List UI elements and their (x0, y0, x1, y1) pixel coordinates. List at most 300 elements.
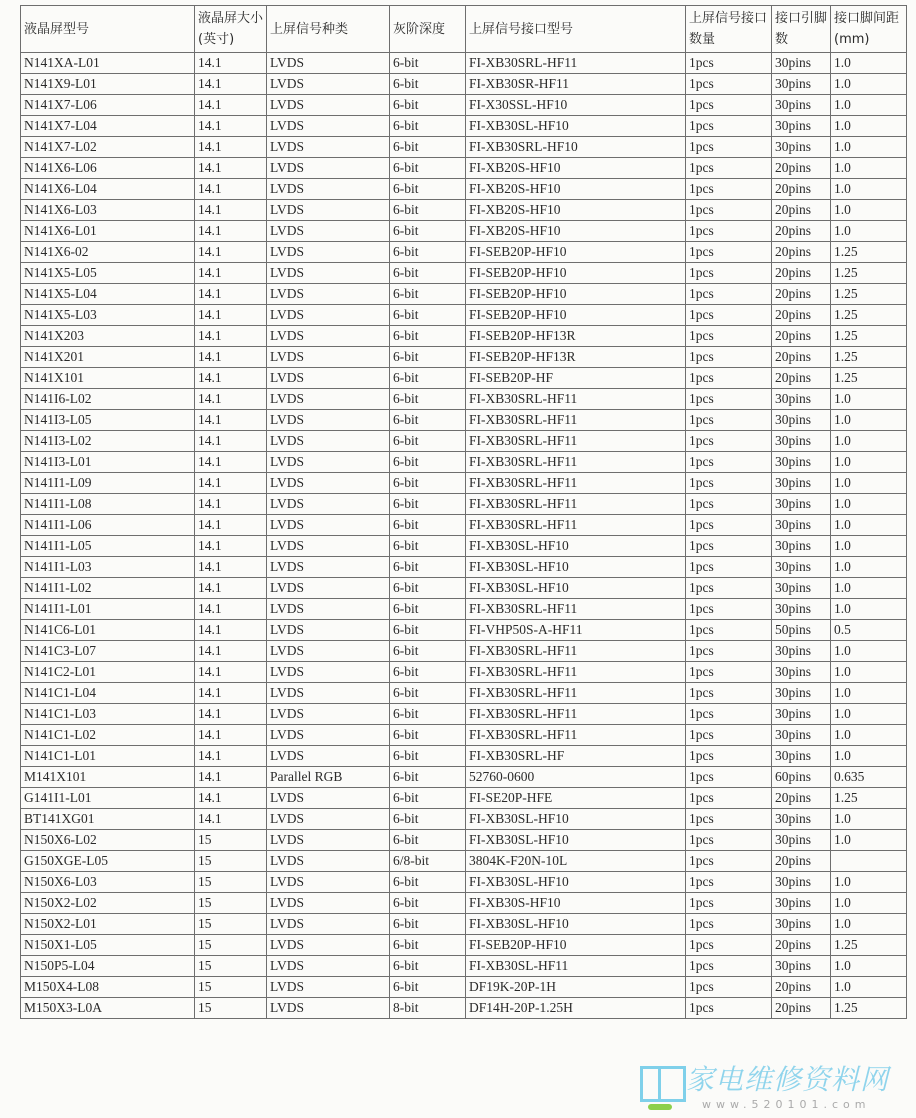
cell-connector-count: 1pcs (686, 536, 772, 557)
cell-pin-count: 20pins (772, 305, 831, 326)
cell-connector-count: 1pcs (686, 683, 772, 704)
cell-pin-count: 20pins (772, 851, 831, 872)
cell-connector-count: 1pcs (686, 998, 772, 1019)
cell-gray-depth: 6-bit (390, 137, 466, 158)
cell-size: 14.1 (195, 284, 267, 305)
cell-pin-pitch: 1.25 (831, 347, 907, 368)
cell-pin-pitch: 1.25 (831, 788, 907, 809)
cell-signal-type: LVDS (267, 725, 390, 746)
cell-connector-count: 1pcs (686, 872, 772, 893)
cell-connector-count: 1pcs (686, 704, 772, 725)
cell-model: N141C1-L03 (21, 704, 195, 725)
cell-signal-type: LVDS (267, 368, 390, 389)
cell-model: N141X5-L05 (21, 263, 195, 284)
cell-pin-pitch: 1.0 (831, 116, 907, 137)
cell-pin-pitch: 1.0 (831, 641, 907, 662)
cell-pin-count: 30pins (772, 599, 831, 620)
cell-pin-pitch: 1.0 (831, 830, 907, 851)
header-signal-type: 上屏信号种类 (267, 6, 390, 53)
cell-connector-count: 1pcs (686, 620, 772, 641)
cell-model: N141I1-L02 (21, 578, 195, 599)
cell-size: 14.1 (195, 263, 267, 284)
cell-size: 14.1 (195, 725, 267, 746)
cell-model: N141I1-L06 (21, 515, 195, 536)
cell-pin-pitch: 1.0 (831, 137, 907, 158)
table-row (21, 872, 907, 893)
cell-size: 14.1 (195, 74, 267, 95)
cell-signal-type: LVDS (267, 998, 390, 1019)
cell-connector-count: 1pcs (686, 809, 772, 830)
cell-pin-pitch: 1.0 (831, 725, 907, 746)
cell-connector-model: FI-XB30SRL-HF11 (466, 704, 686, 725)
table-row (21, 641, 907, 662)
cell-connector-model: 52760-0600 (466, 767, 686, 788)
cell-signal-type: LVDS (267, 809, 390, 830)
cell-gray-depth: 6-bit (390, 431, 466, 452)
cell-connector-count: 1pcs (686, 116, 772, 137)
cell-size: 14.1 (195, 242, 267, 263)
cell-connector-count: 1pcs (686, 158, 772, 179)
cell-pin-count: 20pins (772, 347, 831, 368)
cell-gray-depth: 6-bit (390, 389, 466, 410)
logo-url: www.520101.com (702, 1098, 871, 1111)
cell-pin-pitch: 1.0 (831, 431, 907, 452)
table-row (21, 158, 907, 179)
cell-connector-count: 1pcs (686, 914, 772, 935)
cell-pin-pitch: 1.0 (831, 179, 907, 200)
cell-pin-pitch: 1.0 (831, 494, 907, 515)
cell-signal-type: LVDS (267, 977, 390, 998)
cell-size: 15 (195, 956, 267, 977)
table-row (21, 830, 907, 851)
cell-signal-type: LVDS (267, 263, 390, 284)
header-connector-count: 上屏信号接口数量 (686, 6, 772, 53)
cell-connector-count: 1pcs (686, 410, 772, 431)
table-row (21, 389, 907, 410)
cell-model: N150X2-L01 (21, 914, 195, 935)
cell-connector-model: FI-XB30SRL-HF (466, 746, 686, 767)
cell-pin-count: 30pins (772, 809, 831, 830)
cell-signal-type: LVDS (267, 935, 390, 956)
cell-size: 14.1 (195, 158, 267, 179)
cell-model: N150X1-L05 (21, 935, 195, 956)
cell-gray-depth: 6-bit (390, 683, 466, 704)
cell-connector-model: FI-XB30SL-HF10 (466, 914, 686, 935)
cell-signal-type: LVDS (267, 956, 390, 977)
cell-connector-count: 1pcs (686, 935, 772, 956)
cell-connector-model: FI-XB30SRL-HF11 (466, 473, 686, 494)
cell-connector-model: FI-XB30SL-HF10 (466, 809, 686, 830)
cell-connector-model: FI-XB30SL-HF10 (466, 578, 686, 599)
cell-gray-depth: 6-bit (390, 53, 466, 74)
cell-model: N150X6-L02 (21, 830, 195, 851)
cell-connector-count: 1pcs (686, 200, 772, 221)
header-size: 液晶屏大小(英寸) (195, 6, 267, 53)
cell-signal-type: LVDS (267, 410, 390, 431)
cell-gray-depth: 6-bit (390, 830, 466, 851)
table-row (21, 368, 907, 389)
cell-connector-count: 1pcs (686, 53, 772, 74)
cell-connector-count: 1pcs (686, 599, 772, 620)
cell-model: M141X101 (21, 767, 195, 788)
cell-signal-type: LVDS (267, 137, 390, 158)
table-row (21, 326, 907, 347)
cell-pin-count: 30pins (772, 662, 831, 683)
cell-signal-type: LVDS (267, 788, 390, 809)
cell-pin-pitch: 1.0 (831, 704, 907, 725)
cell-connector-model: DF14H-20P-1.25H (466, 998, 686, 1019)
cell-model: N141C2-L01 (21, 662, 195, 683)
cell-model: N141I1-L08 (21, 494, 195, 515)
header-connector-model: 上屏信号接口型号 (466, 6, 686, 53)
cell-signal-type: LVDS (267, 914, 390, 935)
cell-gray-depth: 6-bit (390, 242, 466, 263)
cell-pin-pitch: 1.0 (831, 53, 907, 74)
cell-model: N141X6-L04 (21, 179, 195, 200)
cell-signal-type: LVDS (267, 683, 390, 704)
cell-size: 14.1 (195, 53, 267, 74)
cell-pin-count: 20pins (772, 284, 831, 305)
cell-pin-pitch: 1.0 (831, 452, 907, 473)
cell-connector-model: FI-XB30SRL-HF11 (466, 515, 686, 536)
cell-pin-count: 30pins (772, 137, 831, 158)
cell-connector-count: 1pcs (686, 221, 772, 242)
cell-pin-pitch: 1.25 (831, 326, 907, 347)
cell-pin-count: 30pins (772, 95, 831, 116)
cell-gray-depth: 6-bit (390, 599, 466, 620)
cell-signal-type: LVDS (267, 452, 390, 473)
cell-signal-type: LVDS (267, 431, 390, 452)
book-page-icon (658, 1066, 686, 1102)
cell-connector-model: FI-XB30SL-HF10 (466, 830, 686, 851)
cell-pin-count: 30pins (772, 641, 831, 662)
cell-signal-type: LVDS (267, 74, 390, 95)
cell-gray-depth: 6-bit (390, 221, 466, 242)
cell-gray-depth: 6-bit (390, 809, 466, 830)
cell-model: N141X201 (21, 347, 195, 368)
cell-pin-count: 30pins (772, 431, 831, 452)
cell-connector-model: FI-XB30SRL-HF10 (466, 137, 686, 158)
cell-gray-depth: 6-bit (390, 557, 466, 578)
cell-model: N141C1-L02 (21, 725, 195, 746)
cell-model: N150X6-L03 (21, 872, 195, 893)
table-row (21, 599, 907, 620)
cell-size: 15 (195, 893, 267, 914)
table-row (21, 53, 907, 74)
cell-connector-model: FI-XB20S-HF10 (466, 158, 686, 179)
cell-size: 14.1 (195, 305, 267, 326)
cell-pin-count: 30pins (772, 830, 831, 851)
cell-signal-type: LVDS (267, 221, 390, 242)
cell-pin-pitch: 1.25 (831, 305, 907, 326)
cell-connector-count: 1pcs (686, 641, 772, 662)
cell-signal-type: LVDS (267, 326, 390, 347)
cell-signal-type: LVDS (267, 662, 390, 683)
cell-gray-depth: 6-bit (390, 95, 466, 116)
cell-pin-count: 30pins (772, 914, 831, 935)
table-row (21, 305, 907, 326)
cell-size: 14.1 (195, 452, 267, 473)
cell-pin-count: 50pins (772, 620, 831, 641)
cell-connector-model: FI-XB30SL-HF11 (466, 956, 686, 977)
cell-pin-count: 30pins (772, 536, 831, 557)
cell-pin-count: 20pins (772, 263, 831, 284)
cell-pin-count: 30pins (772, 578, 831, 599)
cell-model: N141X7-L04 (21, 116, 195, 137)
cell-pin-pitch: 1.0 (831, 977, 907, 998)
cell-connector-count: 1pcs (686, 662, 772, 683)
cell-signal-type: LVDS (267, 641, 390, 662)
cell-size: 14.1 (195, 494, 267, 515)
cell-size: 14.1 (195, 473, 267, 494)
cell-pin-pitch: 1.0 (831, 473, 907, 494)
cell-model: N141X5-L04 (21, 284, 195, 305)
cell-signal-type: LVDS (267, 284, 390, 305)
cell-model: N141X6-L06 (21, 158, 195, 179)
cell-size: 14.1 (195, 641, 267, 662)
cell-connector-count: 1pcs (686, 326, 772, 347)
cell-gray-depth: 6-bit (390, 158, 466, 179)
cell-connector-model: FI-XB30SRL-HF11 (466, 410, 686, 431)
cell-connector-model: FI-XB20S-HF10 (466, 221, 686, 242)
cell-connector-count: 1pcs (686, 956, 772, 977)
logo-name: 家电维修资料网 (686, 1063, 890, 1096)
cell-gray-depth: 6-bit (390, 494, 466, 515)
cell-signal-type: LVDS (267, 200, 390, 221)
cell-gray-depth: 6-bit (390, 893, 466, 914)
cell-signal-type: LVDS (267, 179, 390, 200)
cell-connector-count: 1pcs (686, 473, 772, 494)
cell-pin-pitch: 1.0 (831, 599, 907, 620)
cell-signal-type: LVDS (267, 746, 390, 767)
cell-pin-pitch: 1.0 (831, 893, 907, 914)
cell-pin-count: 30pins (772, 116, 831, 137)
cell-gray-depth: 6-bit (390, 74, 466, 95)
cell-pin-count: 20pins (772, 158, 831, 179)
cell-connector-count: 1pcs (686, 578, 772, 599)
cell-model: G141I1-L01 (21, 788, 195, 809)
cell-model: N141C6-L01 (21, 620, 195, 641)
cell-size: 15 (195, 872, 267, 893)
cell-connector-model: FI-XB20S-HF10 (466, 179, 686, 200)
cell-size: 14.1 (195, 767, 267, 788)
cell-connector-model: FI-SE20P-HFE (466, 788, 686, 809)
cell-gray-depth: 6-bit (390, 641, 466, 662)
cell-pin-count: 20pins (772, 998, 831, 1019)
cell-pin-pitch: 1.0 (831, 410, 907, 431)
cell-connector-count: 1pcs (686, 452, 772, 473)
leaf-icon (648, 1104, 672, 1110)
cell-size: 14.1 (195, 431, 267, 452)
cell-gray-depth: 6-bit (390, 305, 466, 326)
cell-connector-model: FI-XB30SRL-HF11 (466, 494, 686, 515)
cell-pin-pitch: 1.25 (831, 998, 907, 1019)
cell-connector-model: FI-XB30SL-HF10 (466, 536, 686, 557)
cell-connector-count: 1pcs (686, 515, 772, 536)
cell-size: 15 (195, 914, 267, 935)
cell-pin-count: 60pins (772, 767, 831, 788)
table-row (21, 410, 907, 431)
table-row (21, 431, 907, 452)
cell-signal-type: LVDS (267, 851, 390, 872)
cell-size: 14.1 (195, 179, 267, 200)
table-row (21, 893, 907, 914)
cell-connector-count: 1pcs (686, 788, 772, 809)
cell-model: N141I3-L05 (21, 410, 195, 431)
cell-pin-pitch: 1.0 (831, 515, 907, 536)
cell-gray-depth: 6-bit (390, 200, 466, 221)
cell-size: 14.1 (195, 683, 267, 704)
cell-pin-count: 30pins (772, 725, 831, 746)
cell-model: N141X5-L03 (21, 305, 195, 326)
cell-gray-depth: 6-bit (390, 977, 466, 998)
header-pin-count: 接口引脚数 (772, 6, 831, 53)
table-row (21, 935, 907, 956)
cell-model: N141C1-L04 (21, 683, 195, 704)
cell-pin-pitch: 1.0 (831, 662, 907, 683)
cell-size: 14.1 (195, 557, 267, 578)
cell-connector-model: FI-XB20S-HF10 (466, 200, 686, 221)
cell-connector-model: FI-SEB20P-HF10 (466, 263, 686, 284)
cell-model: BT141XG01 (21, 809, 195, 830)
cell-gray-depth: 6-bit (390, 536, 466, 557)
cell-connector-model: FI-VHP50S-A-HF11 (466, 620, 686, 641)
cell-connector-model: FI-SEB20P-HF10 (466, 935, 686, 956)
cell-connector-count: 1pcs (686, 305, 772, 326)
cell-connector-model: FI-XB30SRL-HF11 (466, 389, 686, 410)
cell-pin-count: 30pins (772, 872, 831, 893)
cell-connector-count: 1pcs (686, 557, 772, 578)
cell-size: 14.1 (195, 536, 267, 557)
cell-pin-pitch: 1.25 (831, 242, 907, 263)
watermark-logo (640, 1064, 910, 1114)
cell-model: N141I1-L05 (21, 536, 195, 557)
header-model: 液晶屏型号 (21, 6, 195, 53)
cell-model: N141XA-L01 (21, 53, 195, 74)
cell-connector-model: FI-SEB20P-HF10 (466, 305, 686, 326)
cell-pin-pitch: 1.0 (831, 872, 907, 893)
cell-pin-pitch: 1.0 (831, 809, 907, 830)
cell-model: M150X4-L08 (21, 977, 195, 998)
cell-size: 14.1 (195, 410, 267, 431)
cell-gray-depth: 6-bit (390, 452, 466, 473)
table-row (21, 221, 907, 242)
cell-pin-count: 20pins (772, 179, 831, 200)
cell-pin-pitch: 0.5 (831, 620, 907, 641)
cell-connector-count: 1pcs (686, 431, 772, 452)
cell-pin-pitch: 1.0 (831, 158, 907, 179)
cell-signal-type: LVDS (267, 473, 390, 494)
cell-pin-count: 20pins (772, 788, 831, 809)
cell-size: 14.1 (195, 599, 267, 620)
cell-pin-pitch: 1.0 (831, 221, 907, 242)
cell-pin-pitch: 1.0 (831, 914, 907, 935)
table-row (21, 515, 907, 536)
cell-size: 14.1 (195, 389, 267, 410)
table-row (21, 452, 907, 473)
cell-pin-pitch (831, 851, 907, 872)
cell-pin-count: 20pins (772, 326, 831, 347)
cell-pin-pitch: 1.25 (831, 935, 907, 956)
cell-gray-depth: 6-bit (390, 347, 466, 368)
cell-connector-model: 3804K-F20N-10L (466, 851, 686, 872)
cell-model: M150X3-L0A (21, 998, 195, 1019)
cell-gray-depth: 6-bit (390, 179, 466, 200)
cell-pin-count: 30pins (772, 956, 831, 977)
cell-connector-count: 1pcs (686, 767, 772, 788)
cell-pin-pitch: 1.0 (831, 200, 907, 221)
cell-connector-model: FI-XB30SL-HF10 (466, 557, 686, 578)
cell-signal-type: LVDS (267, 557, 390, 578)
cell-connector-model: FI-XB30SR-HF11 (466, 74, 686, 95)
cell-signal-type: LVDS (267, 704, 390, 725)
cell-pin-pitch: 0.635 (831, 767, 907, 788)
cell-model: N141X203 (21, 326, 195, 347)
cell-pin-count: 30pins (772, 410, 831, 431)
cell-signal-type: LVDS (267, 515, 390, 536)
table-row (21, 200, 907, 221)
cell-size: 15 (195, 851, 267, 872)
cell-pin-count: 30pins (772, 389, 831, 410)
cell-connector-count: 1pcs (686, 494, 772, 515)
table-row (21, 851, 907, 872)
cell-pin-pitch: 1.25 (831, 284, 907, 305)
table-row (21, 536, 907, 557)
table-row (21, 704, 907, 725)
cell-size: 14.1 (195, 137, 267, 158)
cell-model: N141X6-02 (21, 242, 195, 263)
cell-connector-count: 1pcs (686, 242, 772, 263)
cell-size: 14.1 (195, 200, 267, 221)
cell-model: N141C3-L07 (21, 641, 195, 662)
cell-size: 15 (195, 935, 267, 956)
cell-pin-count: 20pins (772, 242, 831, 263)
cell-signal-type: LVDS (267, 578, 390, 599)
cell-connector-model: FI-XB30S-HF10 (466, 893, 686, 914)
cell-pin-pitch: 1.0 (831, 683, 907, 704)
cell-model: N141X101 (21, 368, 195, 389)
cell-model: N141X6-L01 (21, 221, 195, 242)
cell-gray-depth: 6-bit (390, 914, 466, 935)
cell-connector-model: DF19K-20P-1H (466, 977, 686, 998)
cell-gray-depth: 6-bit (390, 410, 466, 431)
cell-gray-depth: 6-bit (390, 725, 466, 746)
table-row (21, 956, 907, 977)
table-header-row (21, 6, 907, 53)
cell-signal-type: LVDS (267, 347, 390, 368)
cell-pin-count: 20pins (772, 221, 831, 242)
cell-connector-count: 1pcs (686, 137, 772, 158)
cell-gray-depth: 6-bit (390, 326, 466, 347)
cell-pin-count: 30pins (772, 557, 831, 578)
cell-pin-pitch: 1.0 (831, 578, 907, 599)
cell-connector-count: 1pcs (686, 347, 772, 368)
cell-model: N141X7-L06 (21, 95, 195, 116)
cell-pin-count: 30pins (772, 683, 831, 704)
cell-connector-model: FI-XB30SRL-HF11 (466, 683, 686, 704)
cell-size: 14.1 (195, 809, 267, 830)
table-row (21, 95, 907, 116)
cell-model: N141I1-L09 (21, 473, 195, 494)
cell-gray-depth: 6-bit (390, 704, 466, 725)
table-row (21, 998, 907, 1019)
cell-gray-depth: 6-bit (390, 662, 466, 683)
cell-model: N141I1-L01 (21, 599, 195, 620)
table-row (21, 179, 907, 200)
cell-connector-model: FI-XB30SRL-HF11 (466, 641, 686, 662)
cell-pin-pitch: 1.0 (831, 956, 907, 977)
table-row (21, 242, 907, 263)
